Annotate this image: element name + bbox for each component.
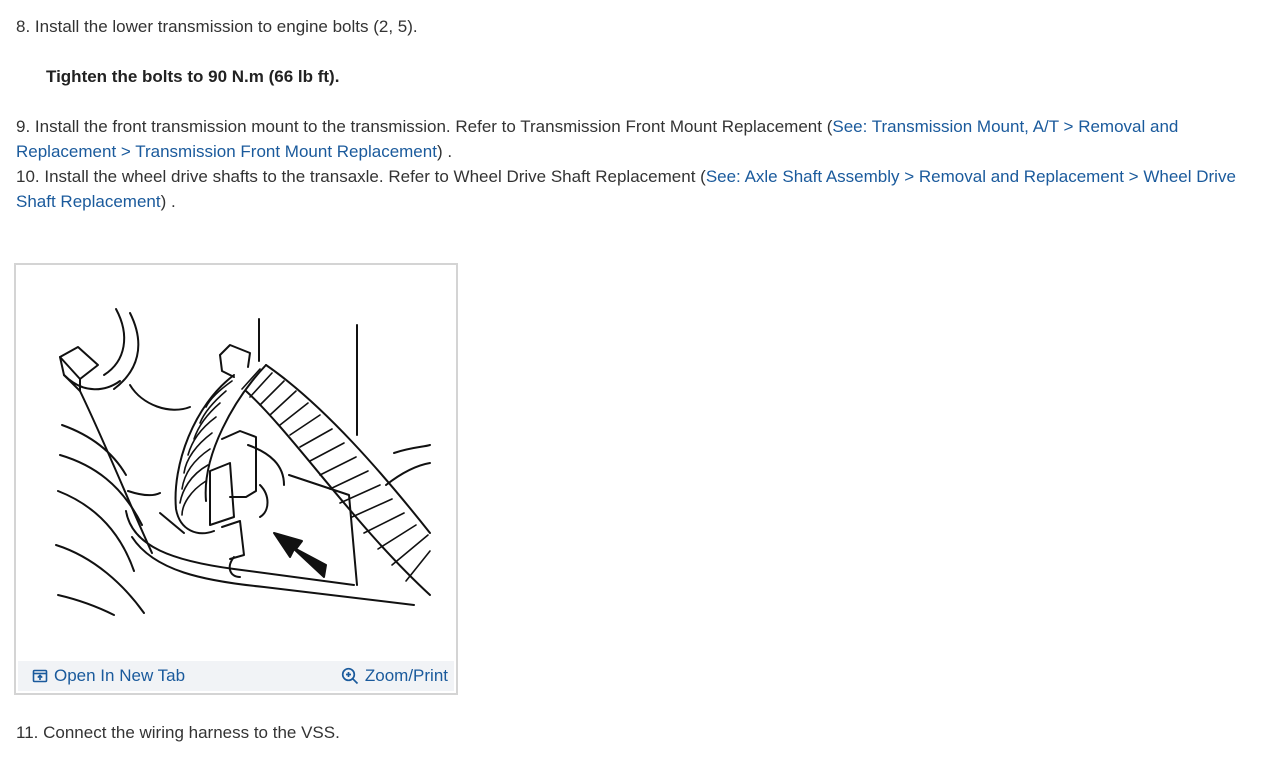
zoom-in-icon bbox=[341, 667, 359, 685]
step-number: 10. bbox=[16, 167, 40, 186]
step-text: Install the lower transmission to engine bolts (2, 5). bbox=[34, 17, 418, 36]
zoom-print-label: Zoom/Print bbox=[364, 666, 448, 685]
step-9 bbox=[16, 114, 1246, 164]
step-number: 11. bbox=[16, 723, 39, 742]
vss-harness-illustration bbox=[34, 295, 434, 645]
step-text-tail: ) . bbox=[160, 192, 176, 211]
open-in-new-tab-label: Open In New Tab bbox=[54, 666, 186, 685]
open-in-new-tab-button[interactable] bbox=[32, 666, 185, 686]
step-text: Connect the wiring harness to the VSS. bbox=[43, 723, 340, 742]
open-new-tab-icon bbox=[32, 668, 48, 684]
step-number: 8. bbox=[16, 17, 31, 36]
figure-toolbar bbox=[18, 661, 454, 691]
step-text: Install the wheel drive shafts to the transaxle. Refer to Wheel Drive Shaft Replacement ( bbox=[44, 167, 706, 186]
step-11 bbox=[16, 720, 1246, 745]
step-number: 9. bbox=[16, 117, 31, 136]
link-wheel-drive-shaft[interactable]: See: Axle Shaft Assembly > Removal and Replacement > Wheel Drive Shaft Replacement bbox=[16, 167, 1236, 211]
step-text-tail: ) . bbox=[436, 142, 453, 161]
zoom-print-button[interactable] bbox=[341, 666, 448, 686]
step-text: Install the front transmission mount to the transmission. Refer to Transmission Front Mount Replacement ( bbox=[34, 117, 833, 136]
link-transmission-front-mount[interactable]: See: Transmission Mount, A/T > Removal and Replacement > Transmission Front Mount Replacement bbox=[16, 117, 1179, 161]
torque-note: Tighten the bolts to 90 N.m (66 lb ft). bbox=[46, 67, 340, 86]
figure-vss-harness bbox=[14, 263, 458, 695]
step-10 bbox=[16, 164, 1246, 214]
step-8 bbox=[16, 14, 1246, 39]
